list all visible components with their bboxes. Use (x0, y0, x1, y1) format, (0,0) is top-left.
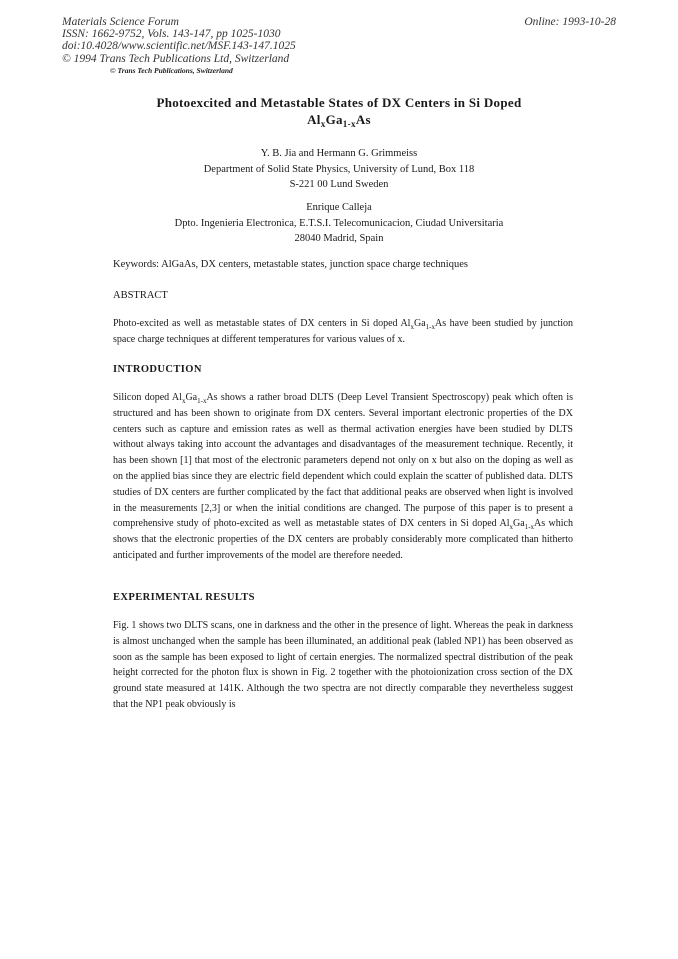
copyright-line: © 1994 Trans Tech Publications Ltd, Switzerland (62, 52, 290, 65)
affiliation-2-line-1: Dpto. Ingenieria Electronica, E.T.S.I. Telecomunicacion, Ciudad Universitaria (174, 217, 504, 229)
affiliation-1-line-2: S-221 00 Lund Sweden (289, 179, 389, 190)
affiliation-2-line-2: 28040 Madrid, Spain (294, 233, 384, 244)
author-block-1 (110, 146, 568, 193)
paper-title (110, 94, 568, 128)
issn-line: ISSN: 1662-9752, Vols. 143-147, pp 1025-1030 (62, 28, 281, 41)
title-line-1: Photoexcited and Metastable States of DX Centers in Si Doped (156, 95, 522, 110)
abstract-text: Photo-excited as well as metastable states of DX centers in Si doped $Al_xGa_{1-x}As$ have been studied by junction space charge techniques at different temperatures for various values of x. (113, 318, 573, 345)
online-date: Online: 1993-10-28 (524, 16, 616, 28)
affiliation-1-line-1: Department of Solid State Physics, University of Lund, Box 118 (203, 163, 475, 175)
introduction-text: Silicon doped $Al_xGa_{1-x}As$ shows a rather broad DLTS (Deep Level Transient Spectroscopy) peak which often is structured and has been shown to originate from DX centers. Several important electronic properties of the DX centers such as capture and emission rates as well as thermal activation energies have been studied by DLTS without always taking into account the advantages and disadvantages of the measurement technique. Recently, it has been shown [1] that most of the electronic parameters depend not only on x but also on the doping as well as on the applied bias since they are electric field dependent which could explain the scatter of published data. DLTS studies of DX centers are further complicated by the fact that additional peaks are observed when light is involved in the measurements [2,3] or when the initial conditions are changed. The purpose of this paper is to present a comprehensive study of photo-excited as well as metastable states of DX centers in Si doped $Al_xGa_{1-x}As$ which shows that the electronic properties of the DX centers are probably considerably more complicated than hitherto anticipated and further improvements of the model are therefore needed. (113, 392, 573, 561)
journal-name: Materials Science Forum (62, 16, 179, 28)
results-heading: EXPERIMENTAL RESULTS (113, 592, 255, 603)
introduction-heading: INTRODUCTION (113, 364, 202, 375)
abstract-heading: ABSTRACT (113, 290, 168, 301)
author-names-1: Y. B. Jia and Hermann G. Grimmeiss (260, 148, 418, 159)
results-text: Fig. 1 shows two DLTS scans, one in darkness and the other in the presence of light. Whereas the peak in darkness is almost unchanged when the sample has been illuminated, an additional peak (labled NP1) has been observed as soon as the sample has been exposed to light of certain energies. The normalized spectral distribution of the peak height corrected for the photon flux is shown in Fig. 2 together with the photoionization cross section of the DX ground state measured at 141K. Although the two spectra are not directly comparable they nevertheless suggest that the NP1 peak obviously is (113, 620, 573, 710)
keywords: Keywords: AlGaAs, DX centers, metastable states, junction space charge techniques (113, 259, 468, 270)
author-names-2: Enrique Calleja (306, 202, 372, 213)
publisher-stamp: © Trans Tech Publications, Switzerland (110, 65, 233, 75)
doi-line: doi:10.4028/www.scientific.net/MSF.143-147.1025 (62, 40, 296, 53)
author-block-2 (110, 200, 568, 247)
journal-header (62, 16, 296, 77)
title-line-2: $Al_xGa_{1-x}As$ (307, 112, 371, 129)
